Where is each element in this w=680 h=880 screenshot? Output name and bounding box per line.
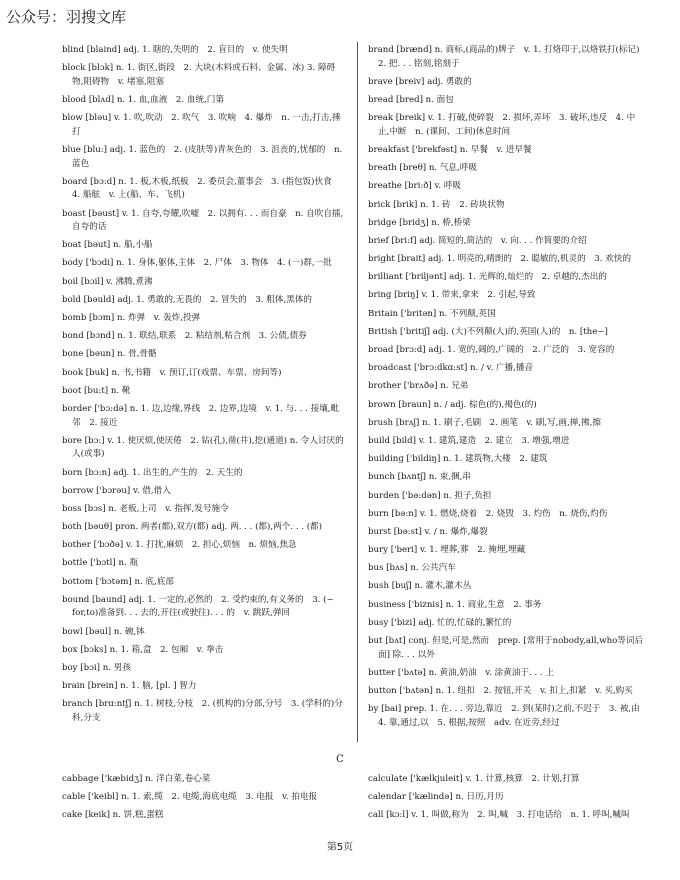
dictionary-entry: breathe [bri:ð] v. 呼吸 (368, 181, 461, 192)
dictionary-entry: bowl [bəul] n. 碗,钵 (62, 626, 145, 637)
dictionary-entry: boat [bəut] n. 船,小船 (62, 240, 153, 251)
entries-left-column (62, 44, 345, 730)
dictionary-entry: British ['britiʃ] adj. (大)不列颠(人)的,英国(人)的 n. [the~] (368, 326, 608, 337)
dictionary-entry: brand [brænd] n. 商标,(商品的)牌子 v. 1. 打烙印于,以烙铁打(标记) 2. 把. . . 铭刻,铭刻于 (368, 45, 640, 69)
dictionary-entry: brilliant ['briljənt] adj. 1. 光辉的,灿烂的 2. 卓越的,杰出的 (368, 272, 607, 283)
dictionary-entry: born [bɔ:n] adj. 1. 出生的,产生的 2. 天生的 (62, 467, 243, 478)
dictionary-entry: bury ['beri] v. 1. 埋葬,葬 2. 掩埋,埋藏 (368, 545, 526, 556)
c-entries-right-column (368, 773, 646, 828)
dictionary-entry: burst [bə:st] v. / n. 爆炸,爆裂 (368, 526, 488, 537)
dictionary-entry: bright [brait] adj. 1. 明亮的,晴朗的 2. 聪敏的,机灵的 3. 欢快的 (368, 254, 632, 265)
dictionary-entry: burn [bə:n] v. 1. 燃烧,烧着 2. 烧毁 3. 灼伤 n. 烧伤,灼伤 (368, 508, 608, 519)
dictionary-entry: busy ['bizi] adj. 忙的,忙碌的,繁忙的 (368, 617, 512, 628)
dictionary-entry: bring [briŋ] v. 1. 带来,拿来 2. 引起,导致 (368, 290, 536, 301)
dictionary-entry: breakfast ['brekfəst] n. 早餐 v. 进早餐 (368, 144, 532, 155)
dictionary-entry: block [blɔk] n. 1. 街区,街段 2. 大块(木料或石料、金属、冰) 3. 障碍物,阻碍物 v. 堵塞,阻塞 (62, 63, 336, 87)
dictionary-entry: build [bild] v. 1. 建筑,建造 2. 建立 3. 增强,增进 (368, 435, 570, 446)
column-divider (357, 42, 358, 742)
dictionary-entry: but [bʌt] conj. 但是,可是,然而 prep. [常用于nobody,all,who等词后面] 除. . . 以外 (368, 636, 644, 660)
dictionary-entry: brief [bri:f] adj. 简短的,简洁的 v. 向. . . 作简要的介绍 (368, 235, 587, 246)
dictionary-entry: bottle ['bɔtl] n. 瓶 (62, 558, 139, 569)
dictionary-entry: by [bai] prep. 1. 在. . . 旁边,靠近 2. 到(某时)之前,不迟于 3. 被,由 4. 靠,通过,以 5. 根据,按照 adv. 在近旁,经过 (368, 704, 649, 728)
dictionary-entry: body ['bɔdi] n. 1. 身体,躯体,主体 2. 尸体 3. 物体 4. (一)群,一批 (62, 258, 332, 269)
dictionary-entry: bore [bɔ:] v. 1. 使厌烦,使厌倦 2. 钻(孔),凿(井),挖(通道) n. 令人讨厌的人(或事) (62, 435, 344, 460)
dictionary-entry: bother ['bɔðə] v. 1. 打扰,麻烦 2. 担心,烦恼 n. 烦恼,焦急 (62, 540, 297, 551)
page-number: 第5页 (326, 842, 354, 853)
dictionary-entry: bound [baund] adj. 1. 一定的,必然的 2. 受约束的,有义务的 3. (~ for,to)准备到. . . 去的,开往(或驶往). . . 的 v. 跳跃,弹回 (62, 594, 334, 619)
dictionary-entry: brown [braun] n. / adj. 棕色(的),褐色(的) (368, 399, 537, 410)
dictionary-entry: boast [bəust] v. 1. 自夸,夸耀,吹嘘 2. 以拥有. . . 而自豪 n. 自吹自擂,自夸的话 (62, 208, 344, 233)
dictionary-entry: broadcast ['brɔ:dkɑ:st] n. / v. 广播,播音 (368, 363, 534, 374)
dictionary-entry: butter ['bʌtə] n. 黄油,奶油 v. 涂黄油于. . . 上 (368, 667, 554, 678)
dictionary-entry: border ['bɔ:də] n. 1. 边,边缘,界线 2. 边界,边境 v. 1. 与. . . 接壤,毗邻 2. 接近 (62, 403, 340, 428)
dictionary-entry: calculate ['kælkjuleit] v. 1. 计算,核算 2. 计划,打算 (368, 774, 580, 784)
dictionary-entry: brave [breiv] adj. 勇敢的 (368, 76, 472, 87)
dictionary-entry: brain [brein] n. 1. 脑, [pl. ] 智力 (62, 681, 197, 692)
dictionary-entry: boss [bɔs] n. 老板,上司 v. 指挥,发号施令 (62, 503, 229, 514)
dictionary-entry: building ['bildiŋ] n. 1. 建筑物,大楼 2. 建筑 (368, 454, 548, 465)
dictionary-entry: break [breik] v. 1. 打破,使碎裂 2. 损坏,弄坏 3. 破坏,违反 4. 中止,中断 n. (课间、工间)休息时间 (368, 113, 636, 137)
dictionary-entry: calendar ['kælində] n. 日历,月历 (368, 792, 504, 803)
dictionary-entry: boot [bu:t] n. 靴 (62, 385, 131, 396)
dictionary-entry: brush [brʌʃ] n. 1. 刷子,毛刷 2. 画笔 v. 刷,写,画,掸,拂,擦 (368, 417, 601, 428)
dictionary-entry: cable ['keibl] n. 1. 索,缆 2. 电缆,海底电缆 3. 电报 v. 拍电报 (62, 792, 318, 803)
dictionary-entry: Britain ['britən] n. 不列颠,英国 (368, 308, 496, 319)
dictionary-entry: bread [bred] n. 面包 (368, 94, 454, 105)
dictionary-entry: bold [bəuld] adj. 1. 勇敢的,无畏的 2. 冒失的 3. 粗体,黑体的 (62, 294, 312, 305)
dictionary-entry: brick [brik] n. 1. 砖 2. 砖块状物 (368, 199, 505, 210)
dictionary-entry: boil [bɔil] v. 沸腾,煮沸 (62, 276, 153, 287)
dictionary-entry: blood [blʌd] n. 1. 血,血液 2. 血统,门第 (62, 94, 224, 105)
dictionary-entry: cabbage ['kæbidʒ] n. 洋白菜,卷心菜 (62, 774, 211, 784)
dictionary-entry: bridge [bridʒ] n. 桥,桥梁 (368, 217, 471, 228)
dictionary-entry: bond [bɔnd] n. 1. 联结,联系 2. 粘结剂,粘合剂 3. 公债,债券 (62, 331, 307, 342)
dictionary-entry: bus [bʌs] n. 公共汽车 (368, 563, 456, 574)
dictionary-entry: brother ['brʌðə] n. 兄弟 (368, 381, 469, 392)
dictionary-entry: blind [blaind] adj. 1. 瞎的,失明的 2. 盲目的 v. 使失明 (62, 45, 288, 55)
entries-right-column (368, 44, 649, 735)
dictionary-entry: blue [blu:] adj. 1. 蓝色的 2. (皮肤等)青灰色的 3. 沮丧的,忧郁的 n. 蓝色 (62, 144, 343, 169)
dictionary-entry: box [bɔks] n. 1. 箱,盒 2. 包厢 v. 拳击 (62, 644, 224, 655)
dictionary-entry: bottom ['bɔtəm] n. 底,底部 (62, 576, 174, 587)
dictionary-entry: branch [brɑ:ntʃ] n. 1. 树枝,分枝 2. (机构的)分部,分号 3. (学科的)分科,分支 (62, 699, 343, 723)
dictionary-entry: button ['bʌtən] n. 1. 纽扣 2. 按钮,开关 v. 扣上,扣紧 v. 买,购买 (368, 685, 633, 696)
dictionary-entry: bush [buʃ] n. 灌木,灌木丛 (368, 581, 472, 592)
dictionary-entry: business ['biznis] n. 1. 商业,生意 2. 事务 (368, 599, 542, 610)
dictionary-entry: cake [keik] n. 饼,糕,蛋糕 (62, 810, 164, 821)
dictionary-entry: board [bɔ:d] n. 1. 板,木板,纸板 2. 委员会,董事会 3. (指包饭)伙食 4. 船舷 v. 上(船、车、飞机) (62, 176, 341, 201)
dictionary-entry: borrow ['bɔrəu] v. 借,借入 (62, 485, 171, 496)
dictionary-entry: both [bəuθ] pron. 两者(都),双方(都) adj. 两. . . (都),两个. . . (都) (62, 522, 322, 533)
c-entries-left-column (62, 773, 345, 828)
section-letter: C (336, 754, 344, 765)
dictionary-entry: broad [brɔ:d] adj. 1. 宽的,阔的,广阔的 2. 广泛的 3. 宽容的 (368, 345, 615, 355)
dictionary-entry: bone [bəun] n. 骨,骨骼 (62, 349, 157, 360)
dictionary-entry: book [buk] n. 书,书籍 v. 预订,订(戏票、车票、房间等) (62, 367, 282, 378)
dictionary-entry: boy [bɔi] n. 男孩 (62, 663, 131, 673)
dictionary-entry: bomb [bɔm] n. 炸弹 v. 轰炸,投弹 (62, 313, 201, 324)
dictionary-entry: bunch [bʌntʃ] n. 束,捆,串 (368, 472, 472, 483)
account-header: 公众号：羽搜文库 (6, 8, 127, 26)
dictionary-entry: breath [breθ] n. 气息,呼吸 (368, 163, 477, 174)
dictionary-entry: call [kɔ:l] v. 1. 叫做,称为 2. 叫,喊 3. 打电话给 n. 1. 呼叫,喊叫 (368, 810, 630, 821)
dictionary-entry: burden ['bə:dən] n. 担子,负担 (368, 490, 492, 501)
dictionary-entry: blow [bləu] v. 1. 吹,吹动 2. 吹气 3. 吹响 4. 爆炸 n. 一击,打击,捶打 (62, 113, 341, 137)
